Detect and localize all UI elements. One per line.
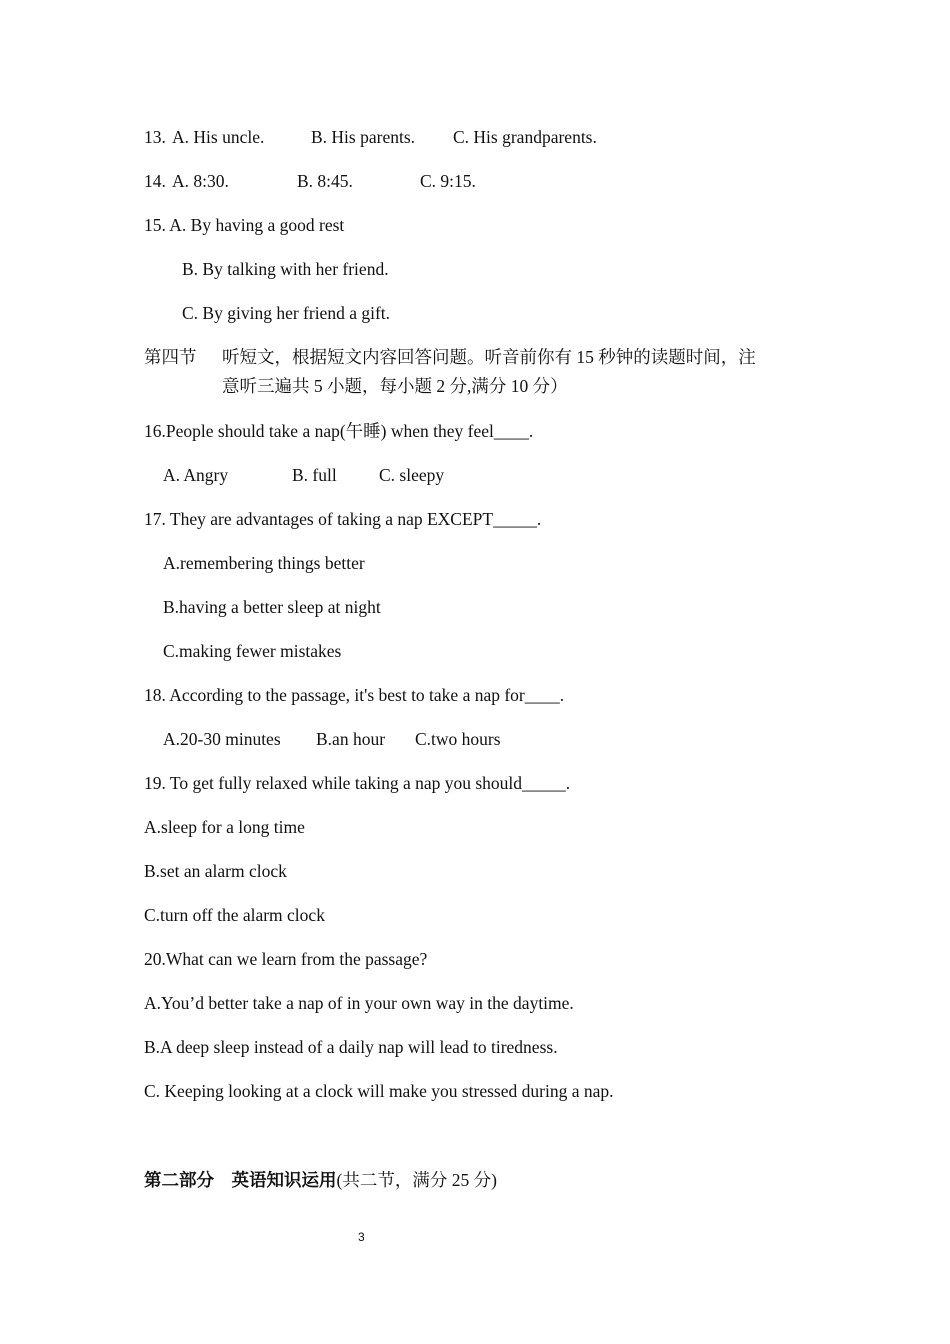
section-instructions: 听短文，根据短文内容回答问题。听音前你有 15 秒钟的读题时间，注 (222, 347, 756, 367)
option-b: B.an hour (316, 729, 386, 749)
question-17-option-a: A.remembering things better (163, 553, 365, 573)
question-18-options (163, 728, 501, 750)
question-15-stem: 15. A. By having a good rest (144, 215, 345, 235)
option-c: C.two hours (415, 729, 501, 749)
question-16-options (163, 464, 445, 486)
question-17-option-c: C.making fewer mistakes (163, 641, 342, 661)
question-19-option-b: B.set an alarm clock (144, 861, 287, 881)
question-16-stem: 16.People should take a nap(午睡) when they feel____. (144, 421, 534, 441)
option-a: A. His uncle. (172, 127, 265, 147)
part-2-title: 第二部分 英语知识运用 (144, 1170, 337, 1190)
question-17-option-b: B.having a better sleep at night (163, 597, 381, 617)
question-20-option-c: C. Keeping looking at a clock will make you stressed during a nap. (144, 1081, 614, 1101)
option-c: C. His grandparents. (453, 127, 597, 147)
part-2-heading (144, 1169, 497, 1191)
question-20-stem: 20.What can we learn from the passage? (144, 949, 428, 969)
question-18-stem: 18. According to the passage, it's best to take a nap for____. (144, 685, 565, 705)
option-c: C. 9:15. (420, 171, 476, 191)
question-20-option-b: B.A deep sleep instead of a daily nap will lead to tiredness. (144, 1037, 558, 1057)
question-15-option-c: C. By giving her friend a gift. (182, 303, 391, 323)
question-14 (144, 170, 476, 192)
question-19-stem: 19. To get fully relaxed while taking a nap you should_____. (144, 773, 571, 793)
option-b: B. 8:45. (297, 171, 353, 191)
option-c: C. sleepy (379, 465, 445, 485)
question-number: 13. (144, 127, 166, 147)
option-b: B. full (292, 465, 337, 485)
part-2-detail: (共二节，满分 25 分) (336, 1170, 497, 1190)
question-17-stem: 17. They are advantages of taking a nap EXCEPT_____. (144, 509, 542, 529)
question-19-option-a: A.sleep for a long time (144, 817, 305, 837)
section-label: 第四节 (144, 347, 197, 367)
question-20-option-a: A.You’d better take a nap of in your own way in the daytime. (144, 993, 574, 1013)
question-19-option-c: C.turn off the alarm clock (144, 905, 325, 925)
section-4-instructions-cont: 意听三遍共 5 小题，每小题 2 分,满分 10 分） (222, 376, 568, 396)
section-4-heading (144, 346, 756, 368)
option-b: B. His parents. (311, 127, 416, 147)
option-a: A. Angry (163, 465, 229, 485)
option-a: A. 8:30. (172, 171, 229, 191)
option-a: A.20-30 minutes (163, 729, 281, 749)
question-15-option-b: B. By talking with her friend. (182, 259, 389, 279)
page-number: 3 (358, 1230, 365, 1244)
question-13 (144, 126, 597, 148)
question-number: 14. (144, 171, 166, 191)
